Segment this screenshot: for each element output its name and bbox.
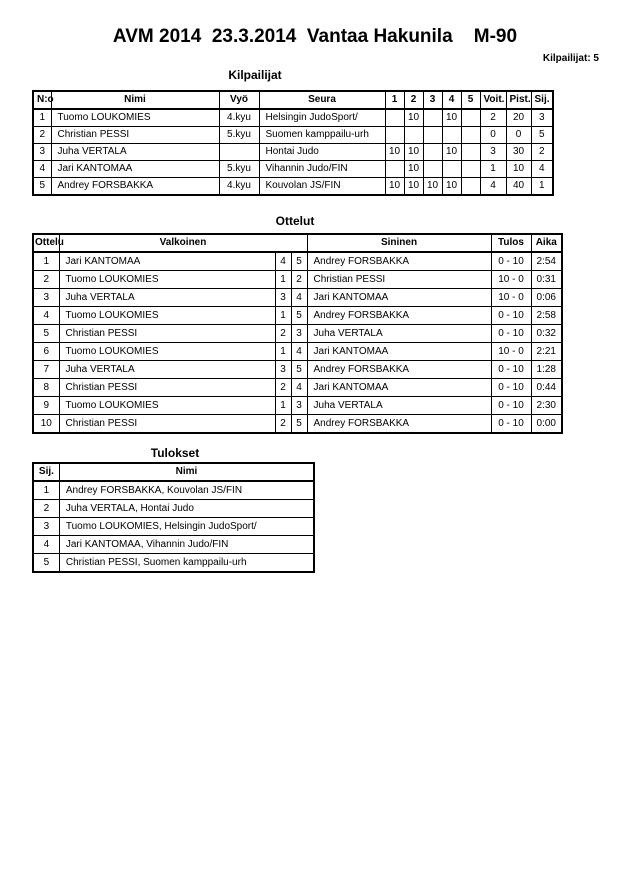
match-number: 2 <box>33 271 59 289</box>
column-header: Voit. <box>480 91 506 109</box>
table-row <box>33 178 553 196</box>
match-number: 5 <box>33 325 59 343</box>
column-header: Sininen <box>307 234 491 252</box>
competitor-wins: 3 <box>480 144 506 161</box>
competitor-belt: 5.kyu <box>219 161 259 178</box>
result-name: Christian PESSI, Suomen kamppailu-urh <box>59 554 314 573</box>
table-row <box>33 536 314 554</box>
white-number: 3 <box>275 289 291 307</box>
round-score <box>404 127 423 144</box>
competitor-points: 40 <box>506 178 531 196</box>
column-header: Valkoinen <box>59 234 307 252</box>
column-header: Nimi <box>59 463 314 481</box>
blue-number: 4 <box>291 289 307 307</box>
blue-number: 4 <box>291 343 307 361</box>
competitor-belt <box>219 144 259 161</box>
white-number: 1 <box>275 397 291 415</box>
round-score: 10 <box>442 109 461 127</box>
match-number: 8 <box>33 379 59 397</box>
blue-player: Andrey FORSBAKKA <box>307 415 491 434</box>
match-number: 7 <box>33 361 59 379</box>
matches-heading: Ottelut <box>275 214 315 228</box>
table-row <box>33 397 562 415</box>
competitor-club: Suomen kamppailu-urh <box>259 127 385 144</box>
white-player: Juha VERTALA <box>59 289 275 307</box>
blue-player: Jari KANTOMAA <box>307 343 491 361</box>
table-row <box>33 161 553 178</box>
table-row <box>33 481 314 500</box>
round-score: 10 <box>404 109 423 127</box>
round-score <box>385 127 404 144</box>
blue-player: Andrey FORSBAKKA <box>307 307 491 325</box>
round-score <box>423 144 442 161</box>
table-row <box>33 325 562 343</box>
table-row <box>33 361 562 379</box>
competitors-table <box>32 90 554 196</box>
competitor-number: 2 <box>33 127 51 144</box>
competitor-club: Vihannin Judo/FIN <box>259 161 385 178</box>
result-name: Jari KANTOMAA, Vihannin Judo/FIN <box>59 536 314 554</box>
match-result: 0 - 10 <box>491 307 531 325</box>
match-time: 2:54 <box>531 252 562 271</box>
white-number: 2 <box>275 325 291 343</box>
competitor-number: 3 <box>33 144 51 161</box>
match-number: 10 <box>33 415 59 434</box>
competitor-name: Juha VERTALA <box>51 144 219 161</box>
round-score <box>461 109 480 127</box>
column-header: 3 <box>423 91 442 109</box>
competitor-wins: 0 <box>480 127 506 144</box>
white-number: 4 <box>275 252 291 271</box>
competitor-number: 4 <box>33 161 51 178</box>
competitor-name: Tuomo LOUKOMIES <box>51 109 219 127</box>
column-header: 2 <box>404 91 423 109</box>
table-row <box>33 307 562 325</box>
table-row <box>33 343 562 361</box>
blue-number: 5 <box>291 307 307 325</box>
competitor-count: Kilpailijat: 5 <box>542 53 599 64</box>
table-row <box>33 379 562 397</box>
table-row <box>33 415 562 434</box>
page-title: AVM 2014 23.3.2014 Vantaa Hakunila M-90 <box>112 26 518 47</box>
competitor-belt: 4.kyu <box>219 178 259 196</box>
match-number: 9 <box>33 397 59 415</box>
result-rank: 5 <box>33 554 59 573</box>
blue-player: Jari KANTOMAA <box>307 379 491 397</box>
column-header: 4 <box>442 91 461 109</box>
table-row <box>33 554 314 573</box>
white-player: Tuomo LOUKOMIES <box>59 397 275 415</box>
white-player: Juha VERTALA <box>59 361 275 379</box>
competitor-wins: 2 <box>480 109 506 127</box>
competitor-number: 1 <box>33 109 51 127</box>
match-number: 6 <box>33 343 59 361</box>
blue-player: Christian PESSI <box>307 271 491 289</box>
round-score <box>442 161 461 178</box>
competitor-club: Hontai Judo <box>259 144 385 161</box>
white-number: 2 <box>275 415 291 434</box>
white-player: Christian PESSI <box>59 415 275 434</box>
white-player: Tuomo LOUKOMIES <box>59 271 275 289</box>
blue-player: Andrey FORSBAKKA <box>307 252 491 271</box>
column-header: 5 <box>461 91 480 109</box>
competitor-wins: 4 <box>480 178 506 196</box>
competitor-wins: 1 <box>480 161 506 178</box>
table-row <box>33 252 562 271</box>
table-row <box>33 144 553 161</box>
round-score <box>385 161 404 178</box>
white-player: Christian PESSI <box>59 325 275 343</box>
blue-number: 5 <box>291 252 307 271</box>
results-table <box>32 462 315 573</box>
match-result: 0 - 10 <box>491 379 531 397</box>
table-row <box>33 289 562 307</box>
competitor-rank: 4 <box>531 161 553 178</box>
white-number: 2 <box>275 379 291 397</box>
round-score <box>461 144 480 161</box>
white-number: 3 <box>275 361 291 379</box>
round-score: 10 <box>442 144 461 161</box>
results-heading: Tulokset <box>150 446 200 460</box>
blue-number: 4 <box>291 379 307 397</box>
table-row <box>33 109 553 127</box>
competitors-header-row <box>33 91 553 109</box>
competitor-points: 20 <box>506 109 531 127</box>
competitor-rank: 1 <box>531 178 553 196</box>
round-score: 10 <box>404 144 423 161</box>
column-header: Aika <box>531 234 562 252</box>
column-header: Ottelu <box>33 234 59 252</box>
white-player: Christian PESSI <box>59 379 275 397</box>
round-score <box>423 161 442 178</box>
round-score <box>461 178 480 196</box>
competitor-rank: 5 <box>531 127 553 144</box>
competitor-club: Helsingin JudoSport/ <box>259 109 385 127</box>
match-result: 10 - 0 <box>491 271 531 289</box>
round-score <box>423 127 442 144</box>
match-result: 0 - 10 <box>491 325 531 343</box>
blue-player: Jari KANTOMAA <box>307 289 491 307</box>
round-score <box>461 127 480 144</box>
result-name: Andrey FORSBAKKA, Kouvolan JS/FIN <box>59 481 314 500</box>
competitor-number: 5 <box>33 178 51 196</box>
competitor-belt: 5.kyu <box>219 127 259 144</box>
competitor-name: Christian PESSI <box>51 127 219 144</box>
round-score: 10 <box>404 178 423 196</box>
match-time: 0:31 <box>531 271 562 289</box>
result-name: Tuomo LOUKOMIES, Helsingin JudoSport/ <box>59 518 314 536</box>
competitor-points: 10 <box>506 161 531 178</box>
match-result: 0 - 10 <box>491 252 531 271</box>
blue-number: 5 <box>291 361 307 379</box>
white-number: 1 <box>275 271 291 289</box>
result-rank: 1 <box>33 481 59 500</box>
result-rank: 3 <box>33 518 59 536</box>
competitor-name: Andrey FORSBAKKA <box>51 178 219 196</box>
match-result: 0 - 10 <box>491 397 531 415</box>
match-number: 1 <box>33 252 59 271</box>
match-time: 2:58 <box>531 307 562 325</box>
table-row <box>33 500 314 518</box>
column-header: Nimi <box>51 91 219 109</box>
competitor-points: 0 <box>506 127 531 144</box>
column-header: N:o <box>33 91 51 109</box>
competitors-heading: Kilpailijat <box>228 68 282 82</box>
competitor-rank: 3 <box>531 109 553 127</box>
round-score: 10 <box>442 178 461 196</box>
round-score <box>423 109 442 127</box>
white-number: 1 <box>275 343 291 361</box>
match-time: 1:28 <box>531 361 562 379</box>
white-number: 1 <box>275 307 291 325</box>
column-header: Sij. <box>531 91 553 109</box>
blue-number: 5 <box>291 415 307 434</box>
matches-table <box>32 233 563 434</box>
match-time: 0:06 <box>531 289 562 307</box>
white-player: Jari KANTOMAA <box>59 252 275 271</box>
match-time: 2:30 <box>531 397 562 415</box>
column-header: Pist. <box>506 91 531 109</box>
round-score: 10 <box>385 144 404 161</box>
competitor-rank: 2 <box>531 144 553 161</box>
match-time: 2:21 <box>531 343 562 361</box>
round-score: 10 <box>404 161 423 178</box>
blue-number: 3 <box>291 397 307 415</box>
matches-header-row <box>33 234 562 252</box>
column-header: Seura <box>259 91 385 109</box>
round-score <box>385 109 404 127</box>
blue-number: 2 <box>291 271 307 289</box>
result-rank: 2 <box>33 500 59 518</box>
column-header: 1 <box>385 91 404 109</box>
column-header: Sij. <box>33 463 59 481</box>
white-player: Tuomo LOUKOMIES <box>59 343 275 361</box>
competitor-points: 30 <box>506 144 531 161</box>
match-result: 10 - 0 <box>491 343 531 361</box>
match-number: 3 <box>33 289 59 307</box>
table-row <box>33 518 314 536</box>
blue-player: Andrey FORSBAKKA <box>307 361 491 379</box>
blue-player: Juha VERTALA <box>307 397 491 415</box>
white-player: Tuomo LOUKOMIES <box>59 307 275 325</box>
table-row <box>33 127 553 144</box>
table-row <box>33 271 562 289</box>
match-result: 0 - 10 <box>491 415 531 434</box>
match-result: 0 - 10 <box>491 361 531 379</box>
column-header: Tulos <box>491 234 531 252</box>
results-header-row <box>33 463 314 481</box>
result-rank: 4 <box>33 536 59 554</box>
round-score <box>442 127 461 144</box>
competitor-belt: 4.kyu <box>219 109 259 127</box>
competitor-name: Jari KANTOMAA <box>51 161 219 178</box>
match-number: 4 <box>33 307 59 325</box>
round-score: 10 <box>423 178 442 196</box>
column-header: Vyö <box>219 91 259 109</box>
match-time: 0:00 <box>531 415 562 434</box>
blue-number: 3 <box>291 325 307 343</box>
result-name: Juha VERTALA, Hontai Judo <box>59 500 314 518</box>
competitor-club: Kouvolan JS/FIN <box>259 178 385 196</box>
match-result: 10 - 0 <box>491 289 531 307</box>
match-time: 0:44 <box>531 379 562 397</box>
match-time: 0:32 <box>531 325 562 343</box>
round-score: 10 <box>385 178 404 196</box>
blue-player: Juha VERTALA <box>307 325 491 343</box>
round-score <box>461 161 480 178</box>
